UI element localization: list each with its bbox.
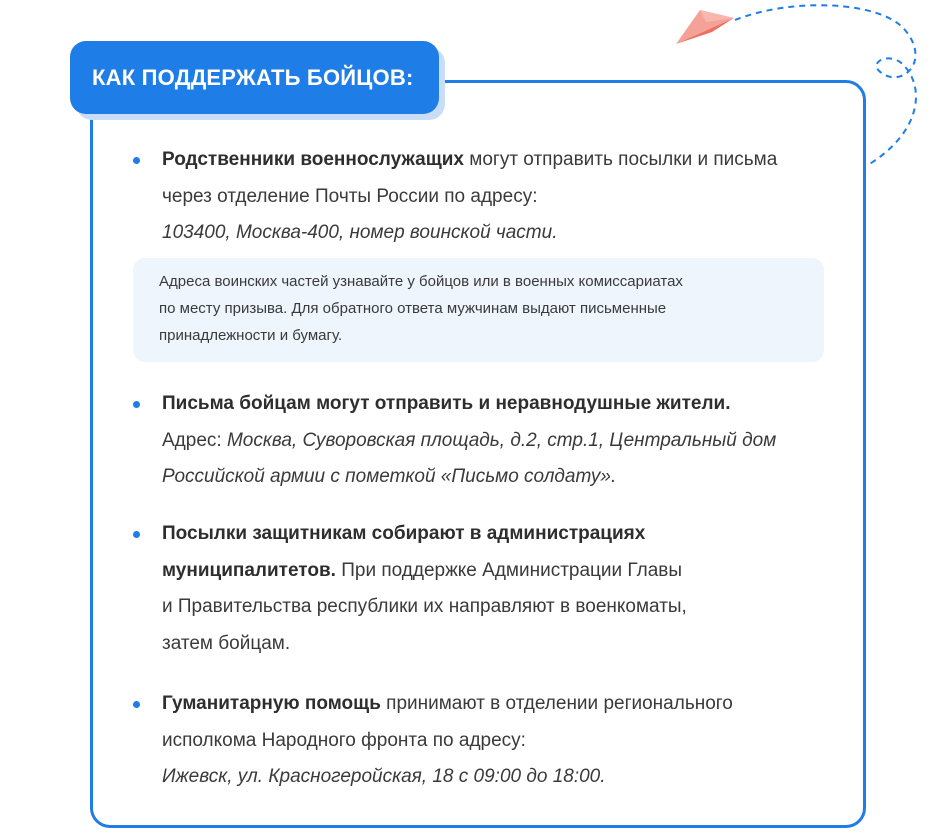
paper-plane-icon: [676, 10, 734, 44]
item-address: 103400, Москва-400, номер воинской части.: [162, 222, 558, 243]
item-text: затем бойцам.: [162, 632, 291, 654]
list-item: [162, 686, 842, 796]
item-bold-text: Гуманитарную помощь: [162, 693, 381, 714]
item-address: Российской армии с пометкой «Письмо солдату».: [162, 466, 617, 487]
note-text: принадлежности и бумагу.: [159, 327, 343, 344]
item-text: и Правительства республики их направляют в военкоматы,: [162, 596, 687, 617]
list-item: [162, 142, 842, 252]
item-text: исполкома Народного фронта по адресу:: [162, 729, 526, 751]
list-item: [162, 516, 842, 662]
item-text: принимают в отделении регионального: [380, 693, 733, 714]
item-bold-text: Посылки защитникам собирают в администрациях: [162, 523, 646, 544]
note-text: по месту призыва. Для обратного ответа мужчинам выдают письменные: [159, 300, 667, 317]
bullet-dot: [133, 531, 140, 538]
info-note: [133, 258, 824, 362]
item-text: Адрес:: [162, 429, 227, 451]
item-text: могут отправить посылки и письма: [463, 149, 778, 170]
item-text: через отделение Почты России по адресу:: [162, 185, 538, 207]
bullet-dot: [133, 401, 140, 408]
bullet-dot: [133, 157, 140, 164]
item-bold-text: Родственники военнослужащих: [162, 149, 464, 170]
item-text: При поддержке Администрации Главы: [335, 559, 683, 581]
item-address: Ижевск, ул. Красногеройская, 18 с 09:00 до 18:00.: [162, 766, 606, 787]
bullet-dot: [133, 701, 140, 708]
item-bold-text: Письма бойцам могут отправить и неравнодушные жители.: [162, 393, 731, 414]
note-text: Адреса воинских частей узнавайте у бойцов или в военных комиссариатах: [159, 273, 683, 290]
item-address: Москва, Суворовская площадь, д.2, стр.1, Центральный дом: [226, 429, 777, 451]
page-title: КАК ПОДДЕРЖАТЬ БОЙЦОВ:: [70, 41, 439, 114]
item-bold-text: муниципалитетов.: [162, 559, 336, 581]
list-item: [162, 386, 842, 496]
